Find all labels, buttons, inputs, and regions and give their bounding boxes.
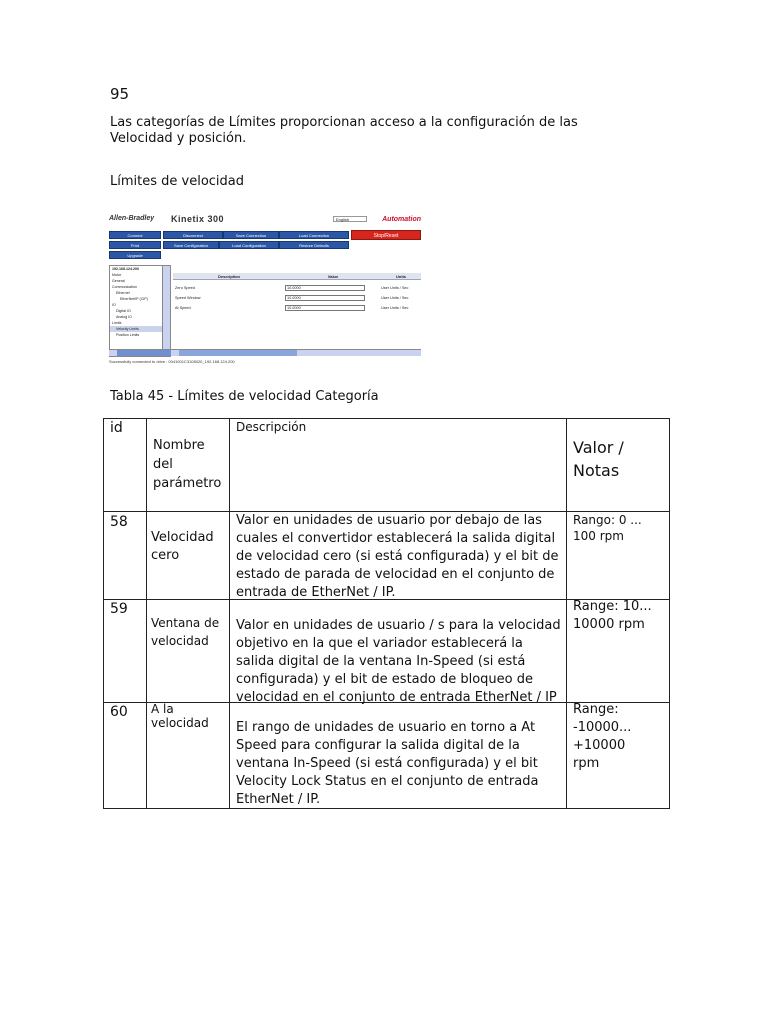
automation-logo: Automation — [382, 216, 421, 223]
load-connection-button: Load Connection — [279, 231, 349, 239]
tree-item: Ethernet — [116, 291, 130, 295]
grid-header-units: Units — [381, 273, 421, 280]
table-border — [669, 418, 670, 809]
header-name: Nombre del parámetro — [153, 438, 222, 491]
disconnect-button: Disconnect — [163, 231, 223, 239]
table-caption: Tabla 45 - Límites de velocidad Categoría — [110, 389, 379, 404]
restore-defaults-button: Restore Defaults — [279, 241, 349, 249]
tree-item: Digital IO — [116, 309, 131, 313]
grid-row-units: User Units / Sec — [381, 306, 409, 310]
row-description: Valor en unidades de usuario por debajo de las cuales el convertidor establecerá la salida digital de velocidad cero (si está configurada) y el bit de estado de parada de velocidad en el conjunto de entrada de EtherNet / IP. — [236, 513, 559, 600]
row-id: 58 — [110, 514, 128, 530]
tree-item: Position Limits — [116, 333, 140, 337]
table-border — [146, 418, 147, 809]
row-description: El rango de unidades de usuario en torno a At Speed para configurar la salida digital de la ventana In-Speed (si está configurada) y el bit Velocity Lock Status en el conjunto de entrada EtherNet / IP. — [236, 720, 539, 807]
tree-ip: 192.168.124.200 — [112, 267, 139, 271]
row-name: Velocidad cero — [151, 530, 214, 563]
grid-header-value: Value — [285, 273, 381, 280]
row-description: Valor en unidades de usuario / s para la velocidad objetivo en la que el variador establecerá la salida digital de la ventana In-Speed (si está configurada) y el bit de estado de bloqueo de velocidad en el conjunto de entrada EtherNet / IP — [236, 618, 561, 705]
header-description: Descripción — [236, 420, 307, 434]
row-value: Rango: 0 ... 100 rpm — [573, 513, 642, 543]
table-border — [566, 418, 567, 809]
table-border — [103, 418, 104, 809]
grid-row-value: 10.0000 — [285, 295, 365, 301]
page-number: 95 — [110, 85, 130, 103]
section-title: Límites de velocidad — [110, 174, 244, 189]
parameter-grid — [173, 273, 421, 357]
config-tree — [109, 265, 171, 357]
table-border — [229, 418, 230, 809]
grid-row-value: 10.0000 — [285, 285, 365, 291]
product-logo: Kinetix 300 — [171, 214, 225, 224]
tree-scrollbar — [162, 266, 170, 356]
horizontal-scrollbar — [109, 349, 421, 356]
grid-row-desc: Speed Window — [175, 296, 201, 300]
status-bar: Successfully connected to drive : 0041001C3108020_192.168.124.200 — [109, 359, 235, 364]
grid-row-desc: Zero Speed — [175, 286, 195, 290]
tree-item: Motor — [112, 273, 122, 277]
grid-row-desc: At Speed — [175, 306, 191, 310]
row-name: A la velocidad — [151, 702, 209, 730]
row-id: 59 — [110, 601, 128, 617]
tree-item: Communication — [112, 285, 137, 289]
speed-limits-table — [103, 418, 670, 809]
save-connection-button: Save Connection — [223, 231, 279, 239]
row-id: 60 — [110, 704, 128, 720]
tree-item: EtherNet/IP (CIP) — [120, 297, 148, 301]
save-configuration-button: Save Configuration — [163, 241, 219, 249]
stop-reset-button: Stop/Reset — [351, 230, 421, 240]
header-value: Valor / Notas — [573, 438, 624, 480]
tree-item: IO — [112, 303, 116, 307]
tree-item: Limits — [112, 321, 122, 325]
grid-row-units: User Units / Sec — [381, 286, 409, 290]
row-value: Range: -10000... +10000 rpm — [573, 702, 632, 771]
grid-row-value: 10.0000 — [285, 305, 365, 311]
load-configuration-button: Load Configuration — [219, 241, 279, 249]
upgrade-button: Upgrade — [109, 251, 161, 259]
scrollbar-thumb — [117, 350, 171, 356]
grid-header-description: Description — [173, 273, 285, 280]
tree-item: General — [112, 279, 125, 283]
language-select: English — [333, 216, 367, 222]
row-value: Range: 10... 10000 rpm — [573, 599, 652, 632]
tree-item: Analog IO — [116, 315, 132, 319]
connect-button: Connect — [109, 231, 161, 239]
table-border — [103, 418, 670, 419]
header-id: id — [110, 420, 123, 436]
tree-item-selected: Velocity Limits — [110, 326, 170, 332]
intro-paragraph: Las categorías de Límites proporcionan acceso a la configuración de las Velocidad y posición. — [110, 115, 578, 146]
print-button: Print — [109, 241, 161, 249]
grid-row-units: User Units / Sec — [381, 296, 409, 300]
drive-config-screenshot — [109, 213, 421, 367]
row-name: Ventana de velocidad — [151, 616, 220, 648]
brand-logo: Allen-Bradley — [109, 215, 155, 222]
scrollbar-thumb — [179, 350, 297, 356]
